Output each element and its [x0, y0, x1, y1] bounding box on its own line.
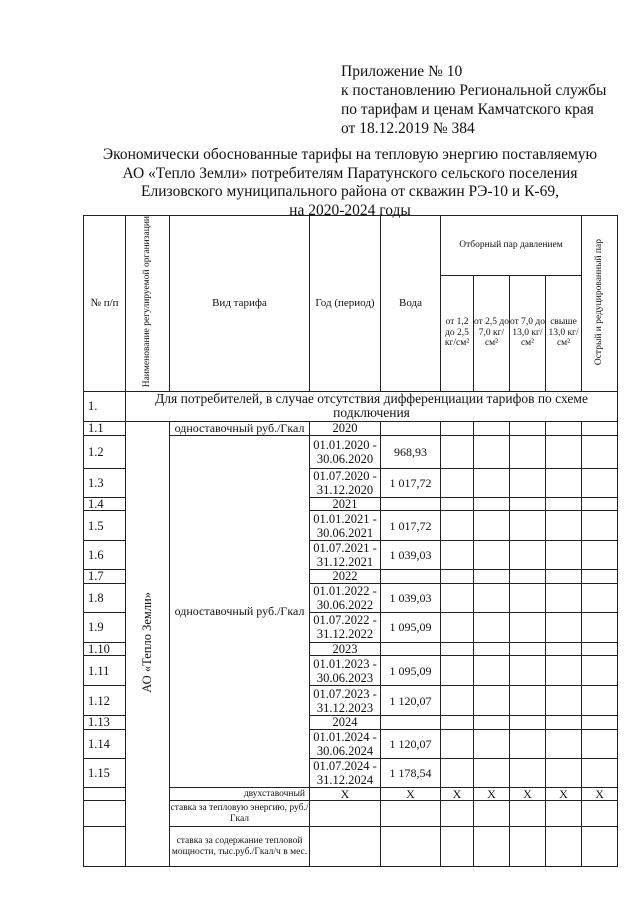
empty-cell	[441, 497, 474, 511]
empty-cell	[510, 729, 546, 758]
period-cell: 01.01.2021 - 30.06.2021	[310, 511, 381, 541]
empty-cell	[582, 642, 618, 656]
empty-cell	[510, 497, 546, 511]
empty-cell	[441, 511, 474, 541]
empty-cell	[441, 827, 474, 867]
row-num	[84, 801, 126, 827]
empty-cell	[510, 642, 546, 656]
water-value	[381, 716, 441, 730]
empty-cell	[546, 583, 582, 612]
org-cell	[126, 421, 170, 867]
water-value	[381, 497, 441, 511]
empty-cell	[582, 541, 618, 570]
row-num: 1.8	[84, 583, 126, 612]
row-num: 1.9	[84, 612, 126, 642]
header-org	[126, 216, 170, 392]
empty-cell	[546, 686, 582, 716]
water-value: 1 039,03	[381, 583, 441, 612]
empty-cell	[474, 468, 510, 497]
title-line: АО «Тепло Земли» потребителям Паратунского сельского поселения	[122, 164, 578, 182]
empty-cell	[510, 656, 546, 686]
empty-cell	[546, 497, 582, 511]
water-value: 968,93	[381, 435, 441, 468]
water-value: 1 178,54	[381, 758, 441, 787]
water-value: 1 120,07	[381, 686, 441, 716]
water-value: 1 095,09	[381, 656, 441, 686]
capacity-rate-label: ставка за содержание тепловой мощности, тыс.руб./Гкал/ч в мес.	[170, 827, 310, 867]
empty-cell	[582, 421, 618, 435]
empty-cell	[474, 686, 510, 716]
header-sharp	[582, 216, 618, 392]
empty-cell	[546, 656, 582, 686]
empty-cell	[441, 686, 474, 716]
period-cell: 01.01.2022 - 30.06.2022	[310, 583, 381, 612]
x-mark: X	[381, 787, 441, 801]
empty-cell	[546, 758, 582, 787]
empty-cell	[582, 497, 618, 511]
empty-cell	[546, 541, 582, 570]
header-p4: свыше 13,0 кг/см²	[546, 275, 582, 391]
empty-cell	[582, 827, 618, 867]
header-p2: от 2,5 до 7,0 кг/см²	[474, 275, 510, 391]
water-value	[381, 570, 441, 584]
header-steam: Отборный пар давлением	[441, 216, 582, 276]
x-mark: X	[546, 787, 582, 801]
empty-cell	[474, 612, 510, 642]
empty-cell	[582, 612, 618, 642]
empty-cell	[381, 801, 441, 827]
empty-cell	[582, 656, 618, 686]
period-cell: 01.07.2024 - 31.12.2024	[310, 758, 381, 787]
empty-cell	[510, 612, 546, 642]
period-cell: 01.01.2023 - 30.06.2023	[310, 656, 381, 686]
empty-cell	[582, 758, 618, 787]
empty-cell	[474, 656, 510, 686]
empty-cell	[441, 421, 474, 435]
appendix-line: Приложение № 10	[341, 63, 463, 80]
empty-cell	[310, 827, 381, 867]
period-cell: 01.07.2022 - 31.12.2022	[310, 612, 381, 642]
empty-cell	[474, 421, 510, 435]
empty-cell	[582, 435, 618, 468]
empty-cell	[510, 468, 546, 497]
header-p1: от 1,2 до 2,5 кг/см²	[441, 275, 474, 391]
empty-cell	[474, 541, 510, 570]
header-sharp-text: Острый и редуцированный пар	[594, 238, 605, 365]
document-title	[95, 146, 605, 220]
empty-cell	[441, 801, 474, 827]
x-mark: X	[510, 787, 546, 801]
header-water: Вода	[381, 216, 441, 392]
empty-cell	[441, 583, 474, 612]
water-value: 1 095,09	[381, 612, 441, 642]
empty-cell	[582, 686, 618, 716]
header-year: Год (период)	[310, 216, 381, 392]
water-value	[381, 642, 441, 656]
header-row	[84, 216, 618, 276]
x-mark: X	[582, 787, 618, 801]
empty-cell	[441, 729, 474, 758]
empty-cell	[510, 716, 546, 730]
empty-cell	[582, 716, 618, 730]
x-mark: X	[474, 787, 510, 801]
empty-cell	[474, 642, 510, 656]
x-mark: X	[441, 787, 474, 801]
empty-cell	[310, 801, 381, 827]
empty-cell	[441, 656, 474, 686]
empty-cell	[474, 435, 510, 468]
empty-cell	[510, 801, 546, 827]
tariff-row	[84, 421, 618, 435]
empty-cell	[582, 729, 618, 758]
water-value: 1 017,72	[381, 468, 441, 497]
empty-cell	[474, 716, 510, 730]
period-cell: 2022	[310, 570, 381, 584]
empty-cell	[582, 511, 618, 541]
period-cell: 01.07.2021 - 31.12.2021	[310, 541, 381, 570]
water-value: 1 039,03	[381, 541, 441, 570]
water-value	[381, 421, 441, 435]
header-num: № п/п	[84, 216, 126, 392]
empty-cell	[441, 758, 474, 787]
org-name: АО «Тепло Земли»	[140, 591, 155, 693]
empty-cell	[474, 570, 510, 584]
x-mark: X	[310, 787, 381, 801]
period-cell: 01.07.2023 - 31.12.2023	[310, 686, 381, 716]
empty-cell	[510, 570, 546, 584]
empty-cell	[546, 570, 582, 584]
one-rate-label: одноставочный руб./Гкал	[170, 421, 310, 435]
period-cell: 01.07.2020 - 31.12.2020	[310, 468, 381, 497]
empty-cell	[441, 541, 474, 570]
row-num: 1.7	[84, 570, 126, 584]
empty-cell	[546, 729, 582, 758]
row-num: 1.12	[84, 686, 126, 716]
title-line: Елизовского муниципального района от скважин РЭ-10 и К-69,	[141, 183, 559, 200]
heat-rate-label: ставка за тепловую энергию, руб./Гкал	[170, 801, 310, 827]
row-num	[84, 827, 126, 867]
appendix-header	[341, 62, 626, 138]
row-num: 1.1	[84, 421, 126, 435]
empty-cell	[546, 716, 582, 730]
row-num: 1.4	[84, 497, 126, 511]
header-org-text: Наименование регулируемой организации	[142, 216, 153, 388]
section-label: Для потребителей, в случае отсутствия дифференциации тарифов по схеме подключения	[126, 391, 618, 421]
empty-cell	[474, 583, 510, 612]
empty-cell	[474, 497, 510, 511]
empty-cell	[546, 642, 582, 656]
water-value: 1 017,72	[381, 511, 441, 541]
empty-cell	[474, 827, 510, 867]
empty-cell	[546, 421, 582, 435]
empty-cell	[510, 541, 546, 570]
empty-cell	[441, 468, 474, 497]
row-num: 1.5	[84, 511, 126, 541]
empty-cell	[510, 686, 546, 716]
period-cell: 2021	[310, 497, 381, 511]
row-num: 1.6	[84, 541, 126, 570]
empty-cell	[474, 729, 510, 758]
empty-cell	[510, 435, 546, 468]
empty-cell	[546, 468, 582, 497]
empty-cell	[546, 511, 582, 541]
one-rate-label: одноставочный руб./Гкал	[170, 435, 310, 787]
empty-cell	[441, 642, 474, 656]
header-p3: от 7,0 до 13,0 кг/см²	[510, 275, 546, 391]
empty-cell	[441, 612, 474, 642]
row-num	[84, 787, 126, 801]
empty-cell	[582, 801, 618, 827]
empty-cell	[510, 583, 546, 612]
empty-cell	[441, 716, 474, 730]
row-num: 1.15	[84, 758, 126, 787]
section-num: 1.	[84, 391, 126, 421]
empty-cell	[510, 758, 546, 787]
row-num: 1.14	[84, 729, 126, 758]
empty-cell	[441, 435, 474, 468]
row-num: 1.10	[84, 642, 126, 656]
empty-cell	[582, 468, 618, 497]
row-num: 1.2	[84, 435, 126, 468]
water-value: 1 120,07	[381, 729, 441, 758]
empty-cell	[546, 435, 582, 468]
empty-cell	[474, 758, 510, 787]
empty-cell	[546, 612, 582, 642]
empty-cell	[381, 827, 441, 867]
row-num: 1.13	[84, 716, 126, 730]
appendix-line: по тарифам и ценам Камчатского края	[341, 101, 594, 118]
period-cell: 2020	[310, 421, 381, 435]
empty-cell	[582, 583, 618, 612]
appendix-line: от 18.12.2019 № 384	[341, 120, 475, 137]
two-rate-label: двухставочный	[170, 787, 310, 801]
title-line: Экономически обоснованные тарифы на тепловую энергию поставляемую	[102, 146, 598, 163]
row-num: 1.3	[84, 468, 126, 497]
tariff-table	[83, 215, 618, 867]
period-cell: 01.01.2024 - 30.06.2024	[310, 729, 381, 758]
empty-cell	[582, 570, 618, 584]
period-cell: 2024	[310, 716, 381, 730]
title-line: на 2020-2024 годы	[289, 201, 411, 219]
empty-cell	[441, 570, 474, 584]
empty-cell	[546, 801, 582, 827]
empty-cell	[474, 801, 510, 827]
period-cell: 01.01.2020 - 30.06.2020	[310, 435, 381, 468]
empty-cell	[510, 827, 546, 867]
empty-cell	[510, 421, 546, 435]
row-num: 1.11	[84, 656, 126, 686]
empty-cell	[474, 511, 510, 541]
appendix-line: к постановлению Региональной службы	[341, 82, 607, 99]
section-row	[84, 391, 618, 421]
period-cell: 2023	[310, 642, 381, 656]
empty-cell	[546, 827, 582, 867]
empty-cell	[510, 511, 546, 541]
header-type: Вид тарифа	[170, 216, 310, 392]
